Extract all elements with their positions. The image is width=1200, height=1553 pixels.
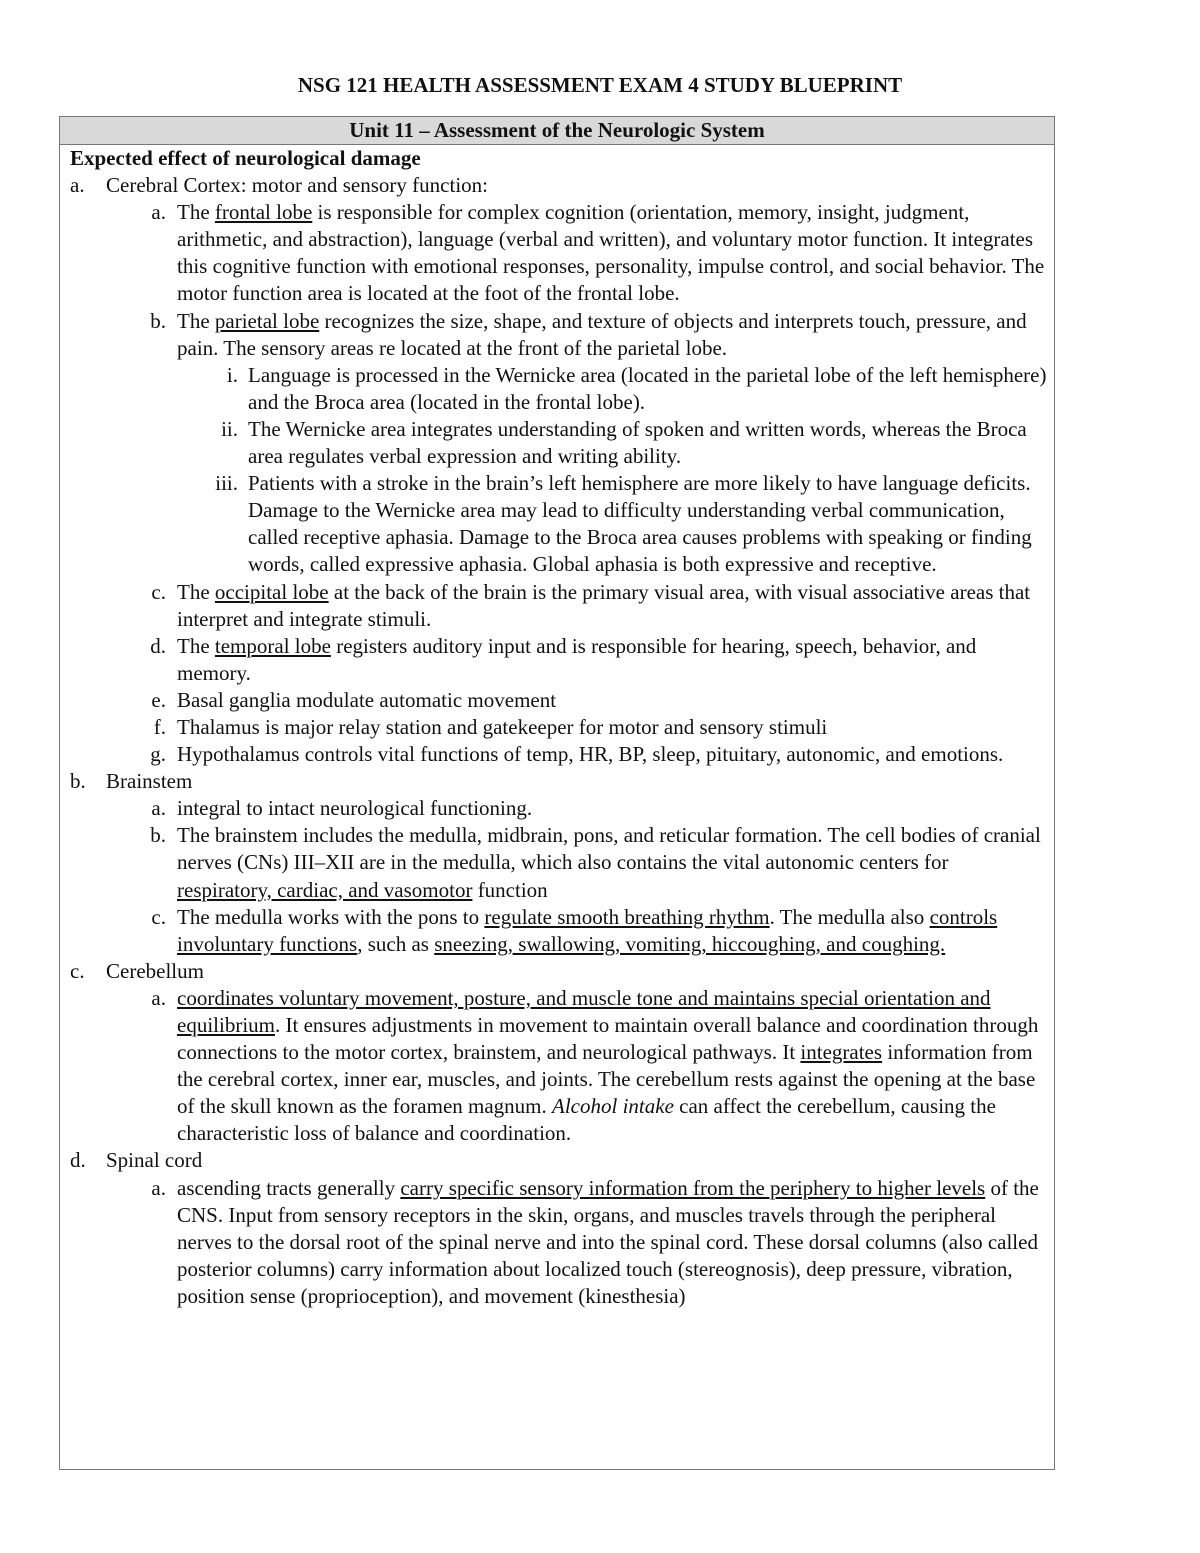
list-item-cerebellum: [70, 958, 1048, 985]
list-marker: b.: [70, 769, 86, 794]
list-item-occipital-lobe: [70, 579, 1048, 633]
item-text: is responsible for complex cognition (orientation, memory, insight, judgment, arithmetic, and abstraction), language (verbal and written), and voluntary motor function. It integrates this cognitive function with emotional responses, personality, impulse control, and social behavior. The motor function area is located at the foot of the frontal lobe.: [177, 200, 1045, 306]
item-label: Spinal cord: [106, 1148, 203, 1173]
item-text: , such as: [357, 931, 435, 956]
item-text: ascending tracts generally: [177, 1175, 401, 1200]
list-item-cerebellum-coordinates: [70, 985, 1048, 1148]
section-title: Expected effect of neurological damage: [70, 146, 421, 170]
item-text: . It ensures adjustments in movement to maintain overall balance and coordination through connections to the motor cortex, brainstem, and neurological pathways. It: [177, 1013, 1039, 1065]
list-item-wernicke-broca: [70, 416, 1048, 470]
list-item-ascending-tracts: [70, 1175, 1048, 1310]
underlined-term: carry specific sensory information from the periphery to higher levels: [400, 1175, 986, 1200]
list-marker: a.: [151, 200, 166, 225]
italic-term: Alcohol intake: [552, 1094, 674, 1119]
item-text: integral to intact neurological functioning.: [177, 796, 533, 821]
item-text: Patients with a stroke in the brain’s left hemisphere are more likely to have language deficits. Damage to the Wernicke area may lead to difficulty understanding verbal communication, called receptive aphasia. Damage to the Broca area causes problems with speaking or finding words, called expressive aphasia. Global aphasia is both expressive and receptive.: [248, 471, 1032, 577]
underlined-term: integrates: [800, 1040, 883, 1065]
list-item-language: [70, 362, 1048, 416]
item-text: can affect the cerebellum, causing the characteristic loss of balance and coordination.: [177, 1094, 996, 1146]
underlined-term: frontal lobe: [214, 200, 313, 225]
list-marker: ii.: [221, 416, 238, 441]
list-item-medulla: [70, 904, 1048, 958]
list-item-spinal-cord: [70, 1147, 1048, 1174]
list-item-frontal-lobe: [70, 199, 1048, 307]
underlined-term: controls involuntary functions: [177, 904, 998, 956]
underlined-term: regulate smooth breathing rhythm: [484, 904, 770, 929]
item-label: Brainstem: [106, 769, 193, 794]
list-item-temporal-lobe: [70, 633, 1048, 687]
list-marker: iii.: [215, 471, 238, 496]
item-label: Cerebral Cortex: motor and sensory function:: [106, 173, 488, 198]
underlined-term: respiratory, cardiac, and vasomotor: [177, 877, 473, 902]
unit-table: [59, 116, 1055, 1470]
list-marker: c.: [151, 579, 166, 604]
underlined-term: temporal lobe: [214, 633, 331, 658]
item-text: function: [472, 877, 548, 902]
list-item-parietal-lobe: [70, 308, 1048, 362]
item-text: at the back of the brain is the primary visual area, with visual associative areas that interpret and integrate stimuli.: [177, 579, 1031, 631]
item-text: Basal ganglia modulate automatic movement: [177, 687, 557, 712]
list-marker: a.: [151, 1175, 166, 1200]
underlined-term: sneezing, swallowing, vomiting, hiccoughing, and coughing.: [434, 931, 946, 956]
unit-content: [60, 145, 1054, 1310]
list-marker: d.: [70, 1148, 86, 1173]
document-title: NSG 121 HEALTH ASSESSMENT EXAM 4 STUDY BLUEPRINT: [297, 73, 903, 97]
item-text: recognizes the size, shape, and texture of objects and interprets touch, pressure, and pain. The sensory areas re located at the front of the parietal lobe.: [177, 308, 1027, 360]
list-marker: a.: [70, 173, 85, 198]
item-text: Thalamus is major relay station and gatekeeper for motor and sensory stimuli: [177, 714, 828, 739]
item-text: of the CNS. Input from sensory receptors in the skin, organs, and muscles travels through the peripheral nerves to the dorsal root of the spinal nerve and into the spinal cord. These dorsal columns (also called posterior columns) carry information about localized touch (stereognosis), deep pressure, vibration, position sense (proprioception), and movement (kinesthesia): [177, 1175, 1039, 1308]
list-item-basal-ganglia: [70, 687, 1048, 714]
item-text: The: [177, 633, 215, 658]
item-text: The brainstem includes the medulla, midbrain, pons, and reticular formation. The cell bodies of cranial nerves (CNs) III–XII are in the medulla, which also contains the vital autonomic centers for: [177, 823, 1041, 875]
list-marker: i.: [226, 362, 238, 387]
list-marker: c.: [70, 958, 85, 983]
list-marker: d.: [150, 633, 166, 658]
list-item-brainstem: [70, 768, 1048, 795]
item-text: . The medulla also: [769, 904, 930, 929]
item-text: The: [177, 200, 215, 225]
item-text: Language is processed in the Wernicke area (located in the parietal lobe of the left hemisphere) and the Broca area (located in the frontal lobe).: [248, 362, 1047, 414]
item-text: The medulla works with the pons to: [177, 904, 485, 929]
item-label: Cerebellum: [106, 958, 204, 983]
list-marker: c.: [151, 904, 166, 929]
list-marker: b.: [150, 823, 166, 848]
list-item-aphasia: [70, 470, 1048, 578]
item-text: registers auditory input and is responsible for hearing, speech, behavior, and memory.: [177, 633, 977, 685]
item-text: The Wernicke area integrates understanding of spoken and written words, whereas the Broca area regulates verbal expression and writing ability.: [248, 416, 1027, 469]
item-text: information from the cerebral cortex, inner ear, muscles, and joints. The cerebellum rests against the opening at the base of the skull known as the foramen magnum.: [177, 1040, 1036, 1119]
underlined-term: coordinates voluntary movement, posture, and muscle tone and maintains special orientation and equilibrium: [177, 985, 991, 1037]
list-marker: b.: [150, 308, 166, 333]
list-marker: a.: [151, 985, 166, 1010]
list-marker: g.: [150, 742, 166, 767]
list-item-hypothalamus: [70, 741, 1048, 768]
item-text: Hypothalamus controls vital functions of temp, HR, BP, sleep, pituitary, autonomic, and emotions.: [177, 742, 1004, 767]
list-item-thalamus: [70, 714, 1048, 741]
unit-header: Unit 11 – Assessment of the Neurologic System: [60, 117, 1054, 145]
list-item-cerebral-cortex: [70, 172, 1048, 199]
list-marker: f.: [153, 714, 166, 739]
list-marker: e.: [151, 687, 166, 712]
item-text: The: [177, 579, 215, 604]
list-marker: a.: [151, 796, 166, 821]
underlined-term: occipital lobe: [214, 579, 329, 604]
underlined-term: parietal lobe: [214, 308, 320, 333]
list-item-brainstem-includes: [70, 822, 1048, 903]
list-item-brainstem-integral: [70, 795, 1048, 822]
item-text: The: [177, 308, 215, 333]
